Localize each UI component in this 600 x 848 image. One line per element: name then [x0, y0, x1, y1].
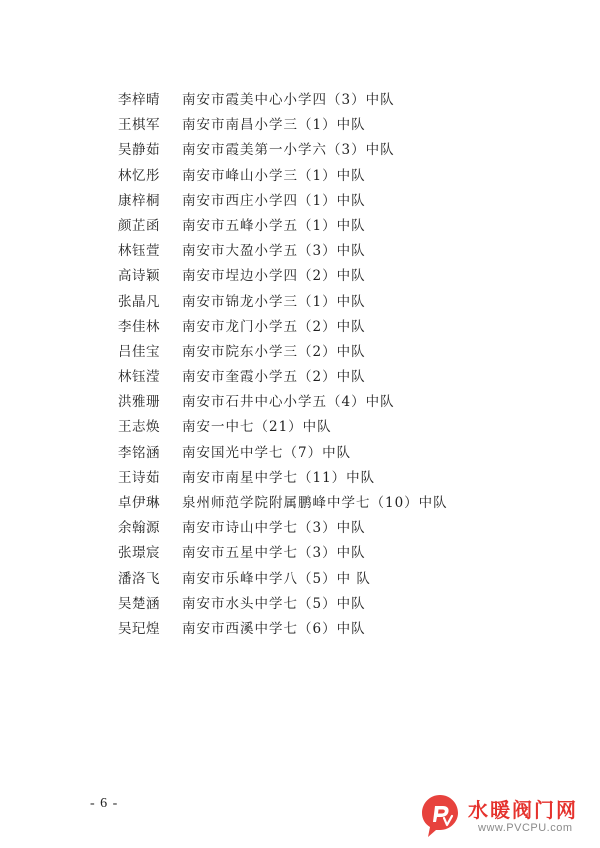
- student-name: 林忆彤: [118, 167, 160, 184]
- squad-unit: 南安市峰山小学三（1）中队: [182, 167, 366, 184]
- student-name: 李佳林: [118, 318, 160, 335]
- squad-unit: 南安市西溪中学七（6）中队: [182, 620, 366, 637]
- student-name: 高诗颖: [118, 268, 160, 285]
- student-name: 卓伊琳: [118, 495, 160, 511]
- student-name: 李梓晴: [118, 92, 160, 108]
- student-name: 王棋军: [118, 117, 160, 134]
- squad-unit: 南安市五峰小学五（1）中队: [182, 217, 366, 234]
- student-name: 康梓桐: [118, 192, 160, 209]
- list-item: [0, 138, 600, 163]
- list-item: [0, 340, 600, 365]
- student-name: 王诗茹: [118, 469, 160, 486]
- list-item: [0, 415, 600, 440]
- squad-unit: 南安市五星中学七（3）中队: [182, 545, 366, 562]
- list-item: [0, 113, 600, 138]
- squad-unit: 南安市水头中学七（5）中队: [182, 595, 366, 612]
- student-name: 林钰滢: [118, 369, 160, 386]
- list-item: [0, 214, 600, 239]
- squad-unit: 泉州师范学院附属鹏峰中学七（10）中队: [182, 495, 448, 511]
- logo-icon: [416, 792, 464, 840]
- student-name: 吴静茹: [118, 142, 160, 159]
- list-item: [0, 189, 600, 214]
- list-item: [0, 315, 600, 340]
- student-name: 吴楚涵: [118, 595, 160, 612]
- page-number: - 6 -: [90, 796, 119, 811]
- student-name: 张璟宸: [118, 545, 160, 562]
- watermark-url: www.PVCPU.com: [478, 822, 573, 834]
- student-name: 李铭涵: [118, 444, 160, 461]
- site-watermark: [416, 792, 594, 842]
- honor-list: [0, 88, 600, 642]
- squad-unit: 南安市乐峰中学八（5）中 队: [182, 570, 371, 587]
- list-item: [0, 264, 600, 289]
- list-item: [0, 567, 600, 592]
- list-item: [0, 617, 600, 642]
- squad-unit: 南安市龙门小学五（2）中队: [182, 318, 366, 335]
- student-name: 吴玘煌: [118, 620, 160, 637]
- list-item: [0, 592, 600, 617]
- student-name: 张晶凡: [118, 293, 160, 310]
- squad-unit: 南安一中七（21）中队: [182, 419, 332, 436]
- squad-unit: 南安市南星中学七（11）中队: [182, 469, 376, 486]
- student-name: 潘洛飞: [118, 570, 160, 587]
- list-item: [0, 290, 600, 315]
- student-name: 王志焕: [118, 419, 160, 436]
- student-name: 洪雅珊: [118, 394, 160, 411]
- list-item: [0, 390, 600, 415]
- list-item: [0, 239, 600, 264]
- list-item: [0, 491, 600, 516]
- squad-unit: 南安市埕边小学四（2）中队: [182, 268, 366, 285]
- student-name: 余翰源: [118, 520, 160, 537]
- list-item: [0, 164, 600, 189]
- list-item: [0, 365, 600, 390]
- squad-unit: 南安市霞美中心小学四（3）中队: [182, 92, 395, 108]
- squad-unit: 南安市院东小学三（2）中队: [182, 343, 366, 360]
- squad-unit: 南安市南昌小学三（1）中队: [182, 117, 366, 134]
- list-item: [0, 88, 600, 113]
- student-name: 颜芷函: [118, 217, 160, 234]
- squad-unit: 南安市大盈小学五（3）中队: [182, 243, 366, 260]
- watermark-title: 水暖阀门网: [468, 800, 578, 822]
- squad-unit: 南安市诗山中学七（3）中队: [182, 520, 366, 537]
- student-name: 吕佳宝: [118, 343, 160, 360]
- squad-unit: 南安国光中学七（7）中队: [182, 444, 352, 461]
- squad-unit: 南安市霞美第一小学六（3）中队: [182, 142, 395, 159]
- squad-unit: 南安市石井中心小学五（4）中队: [182, 394, 395, 411]
- student-name: 林钰萱: [118, 243, 160, 260]
- squad-unit: 南安市锦龙小学三（1）中队: [182, 293, 366, 310]
- list-item: [0, 541, 600, 566]
- list-item: [0, 441, 600, 466]
- list-item: [0, 466, 600, 491]
- list-item: [0, 516, 600, 541]
- squad-unit: 南安市西庄小学四（1）中队: [182, 192, 366, 209]
- squad-unit: 南安市奎霞小学五（2）中队: [182, 369, 366, 386]
